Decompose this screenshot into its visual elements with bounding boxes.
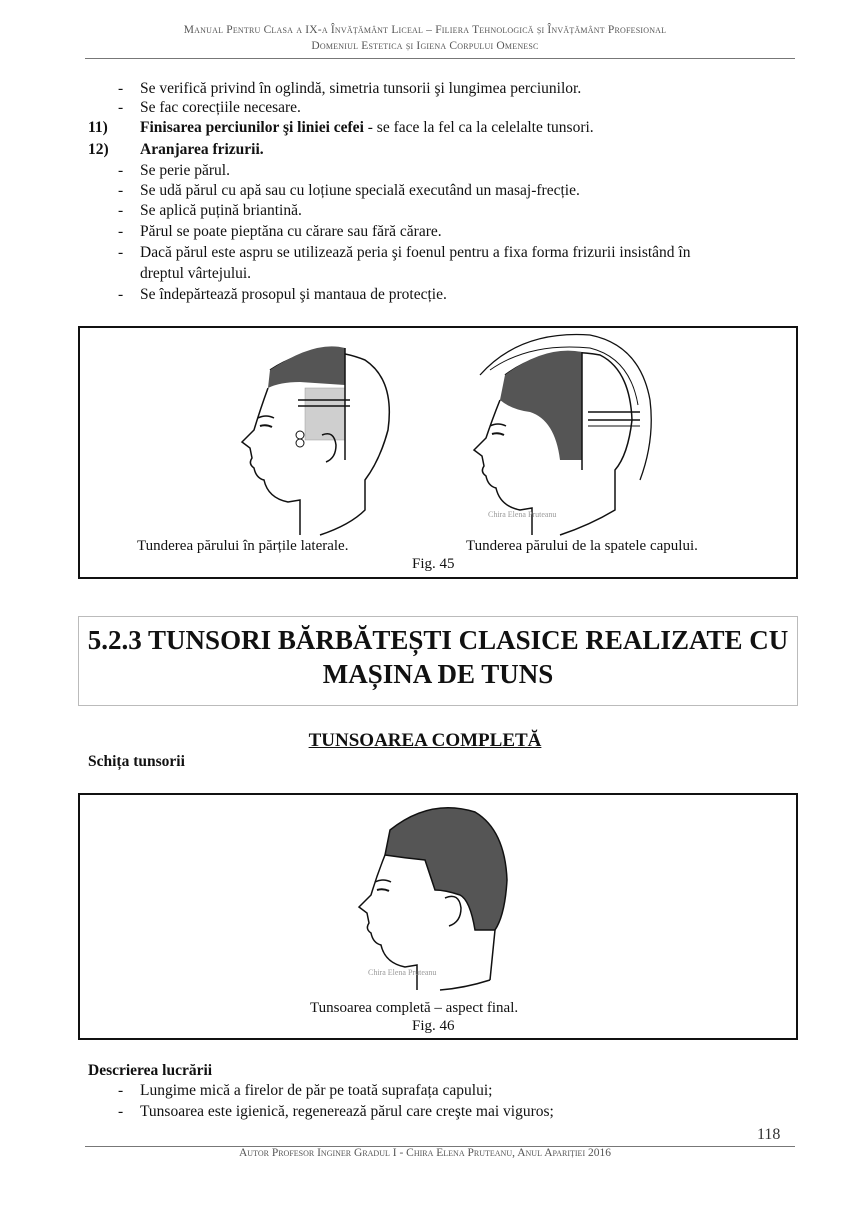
description-item: Tunsoarea este igienică, regenerează părul care creşte mai viguros; (140, 1103, 554, 1120)
figure-45-watermark: Chira Elena Pruteanu (488, 510, 557, 519)
step-12-item: Se udă părul cu apă sau cu loțiune specială executând un masaj-frecție. (140, 182, 580, 199)
section-title-line-1: 5.2.3 TUNSORI BĂRBĂTEȘTI CLASICE REALIZATE CU (87, 625, 789, 655)
step-text: Se verifică privind în oglindă, simetria tunsorii şi lungimea perciunilor. (140, 80, 582, 97)
step-12-title: Aranjarea frizurii. (140, 141, 264, 158)
subtitle: TUNSOAREA COMPLETĂ (308, 730, 542, 751)
figure-45-caption-left: Tunderea părului în părțile laterale. (137, 538, 349, 554)
bullet-dash: - (118, 80, 124, 97)
header-line-1: Manual Pentru Clasa a IX-a Învățământ Liceal – Filiera Tehnologică și Învățământ Profesional (183, 24, 667, 36)
bullet-dash: - (118, 162, 124, 179)
bullet-dash: - (118, 99, 124, 116)
page-footer: Autor Profesor Inginer Gradul I - Chira Elena Pruteanu, Anul Apariției 2016 (239, 1147, 611, 1159)
bullet-dash: - (118, 1082, 124, 1099)
figure-45-caption-right: Tunderea părului de la spatele capului. (466, 538, 698, 554)
figure-46-label: Fig. 46 (412, 1018, 455, 1034)
section-title-box (78, 616, 798, 706)
step-12-item: Dacă părul este aspru se utilizează peria şi foenul pentru a fixa forma frizurii insistând în (140, 244, 691, 261)
figure-46-caption: Tunsoarea completă – aspect final. (310, 1000, 519, 1016)
step-number: 12) (88, 141, 109, 158)
bullet-dash: - (118, 244, 124, 261)
step-12-item: Se perie părul. (140, 162, 230, 179)
step-12-item: Se aplică puțină briantină. (140, 202, 302, 219)
description-item: Lungime mică a firelor de păr pe toată suprafața capului; (140, 1082, 493, 1099)
step-text: Se fac corecțiile necesare. (140, 99, 301, 116)
header-line-2: Domeniul Estetica și Igiena Corpului Omenesc (311, 40, 539, 52)
description-heading: Descrierea lucrării (88, 1062, 213, 1079)
head-side-cut-illustration (230, 340, 400, 540)
sketch-label: Schița tunsorii (88, 753, 185, 770)
bullet-dash: - (118, 223, 124, 240)
step-11-rest: - se face la fel ca la celelalte tunsori. (363, 119, 594, 136)
step-12-item-continued: dreptul vârtejului. (140, 265, 252, 282)
step-number: 11) (88, 119, 108, 136)
bullet-dash: - (118, 286, 124, 303)
bullet-dash: - (118, 182, 124, 199)
header-divider (85, 58, 795, 59)
step-11-title: Finisarea perciunilor şi liniei cefei (140, 119, 364, 136)
page-number: 118 (757, 1126, 781, 1143)
bullet-dash: - (118, 1103, 124, 1120)
page-header (60, 22, 790, 54)
head-complete-cut-illustration (345, 800, 515, 995)
step-12-item: Se îndepărtează prosopul şi mantaua de protecție. (140, 286, 447, 303)
head-back-cut-illustration (460, 330, 660, 540)
step-12-item: Părul se poate pieptăna cu cărare sau fără cărare. (140, 223, 442, 240)
step-11-text (140, 118, 594, 138)
bullet-dash: - (118, 202, 124, 219)
figure-45-label: Fig. 45 (412, 556, 455, 572)
figure-46-watermark: Chira Elena Pruteanu (368, 968, 437, 977)
section-title-line-2: MAȘINA DE TUNS (322, 659, 554, 689)
